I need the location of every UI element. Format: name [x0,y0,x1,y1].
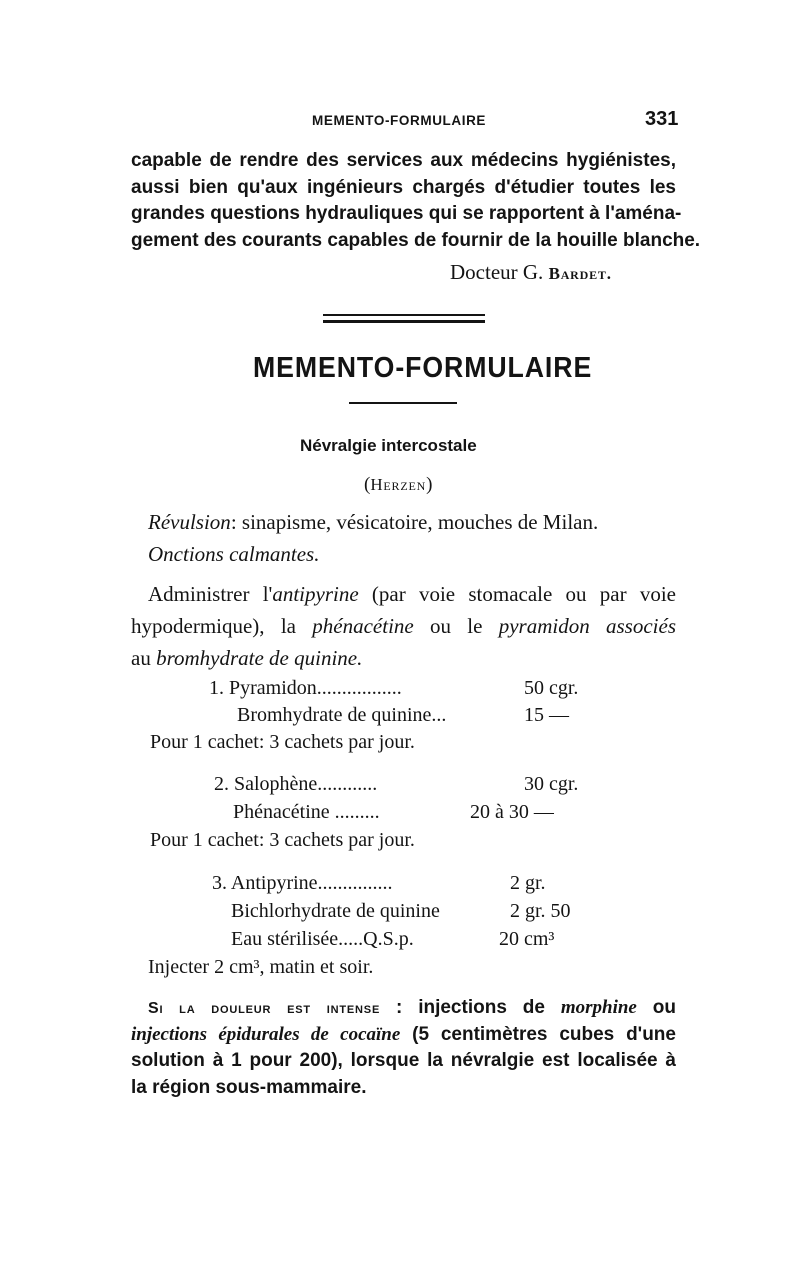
formula2-qty1: 30 cgr. [524,773,579,795]
conclusion-line: solution à 1 pour 200), lorsque la névralgie est localisée à [131,1050,676,1071]
formula2-qty2: 20 à 30 — [470,801,554,823]
revulsion-line [148,510,598,535]
formula3-qty1: 2 gr. [510,872,546,894]
formula3-item1: 3. Antipyrine............... [212,872,393,894]
revulsion-label: Révulsion [148,510,231,534]
administer-paragraph [131,578,676,674]
administer-line: Administrer l'antipyrine (par voie stomacale ou par voie [148,582,676,606]
section-title: MEMENTO-FORMULAIRE [253,352,593,384]
formula3-qty3: 20 cm³ [499,928,555,950]
intro-paragraph [131,148,701,254]
onctions-line: Onctions calmantes. [148,542,320,566]
author-name: Herzen [370,475,427,494]
signature-name: Bardet. [548,264,612,283]
revulsion-text: : sinapisme, vésicatoire, mouches de Milan. [230,510,599,534]
author [364,474,432,496]
formula1-item2: Bromhydrate de quinine... [237,704,447,726]
double-rule-bottom [323,320,485,323]
formula3-item3: Eau stérilisée.....Q.S.p. [231,928,414,950]
formula2-item2: Phénacétine ......... [233,801,380,823]
formula1-dosage: Pour 1 cachet: 3 cachets par jour. [150,731,415,753]
intro-line: capable de rendre des services aux médecins hygiénistes, [131,150,676,171]
signature-prefix: Docteur G. [450,260,549,284]
intro-line: grandes questions hydrauliques qui se rapportent à l'aména- [131,203,682,224]
formula2-dosage: Pour 1 cachet: 3 cachets par jour. [150,829,415,851]
formula1-qty1: 50 cgr. [524,677,579,699]
formula3-qty2: 2 gr. 50 [510,900,571,922]
administer-line: au bromhydrate de quinine. [131,646,363,670]
intro-line: gement des courants capables de fournir de la houille blanche. [131,229,701,251]
subtitle: Névralgie intercostale [300,436,477,455]
formula1-qty2: 15 — [524,704,569,726]
formula1-item1: 1. Pyramidon................. [209,677,402,699]
author-open: ( [364,474,371,495]
formula3-dosage: Injecter 2 cm³, matin et soir. [148,956,374,978]
conclusion-line: la région sous-mammaire. [131,1076,367,1098]
signature [450,260,612,285]
formula2-item1: 2. Salophène............ [214,773,378,795]
double-rule-top [323,314,485,316]
conclusion-line: Si la douleur est intense : injections de morphine ou [148,997,676,1018]
page-number: 331 [645,108,679,130]
intro-line: aussi bien qu'aux ingénieurs chargés d'étudier toutes les [131,176,676,198]
author-close: ) [426,474,433,495]
formula3-item2: Bichlorhydrate de quinine [231,900,440,922]
running-title: MEMENTO-FORMULAIRE [312,113,487,128]
conclusion-line: injections épidurales de cocaïne (5 centimètres cubes d'une [131,1023,676,1045]
administer-line: hypodermique), la phénacétine ou le pyramidon associés [131,614,676,638]
title-underline [349,402,457,404]
conclusion-paragraph [131,995,676,1101]
